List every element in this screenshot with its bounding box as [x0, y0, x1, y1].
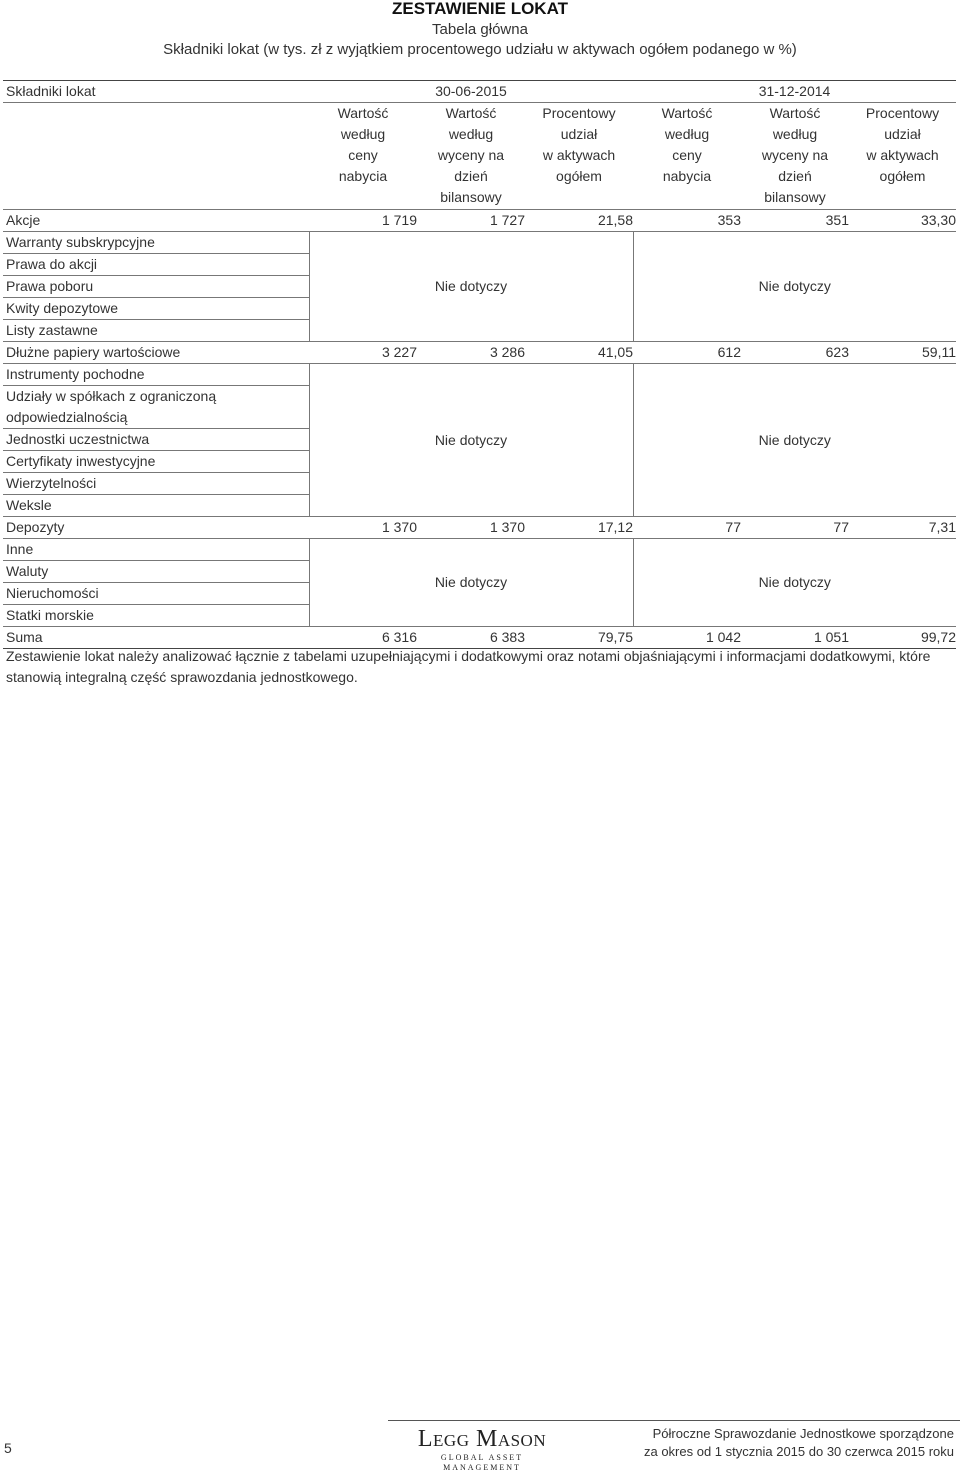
- row-label: Weksle: [3, 495, 309, 517]
- cell-value: 77: [741, 517, 849, 539]
- report-title: ZESTAWIENIE LOKAT: [392, 0, 568, 18]
- report-subtitle: Tabela główna: [432, 21, 528, 38]
- row-label: Listy zastawne: [3, 320, 309, 342]
- row-label: Instrumenty pochodne: [3, 364, 309, 386]
- row-label: Warranty subskrypcyjne: [3, 232, 309, 254]
- cell-value: 99,72: [849, 627, 956, 649]
- cell-value: 1 727: [417, 210, 525, 232]
- row-label: Kwity depozytowe: [3, 298, 309, 320]
- table-row: [3, 232, 956, 254]
- investments-table: [3, 80, 956, 649]
- cell-value: 353: [633, 210, 741, 232]
- cell-value: 7,31: [849, 517, 956, 539]
- cell-value: 1 051: [741, 627, 849, 649]
- not-applicable-cell: Nie dotyczy: [633, 364, 956, 517]
- cell-value: 59,11: [849, 342, 956, 364]
- cell-value: 79,75: [525, 627, 633, 649]
- table-row: [3, 539, 956, 561]
- footer-line-1: Półroczne Sprawozdanie Jednostkowe sporządzone: [652, 1426, 954, 1441]
- logo-wordmark: Legg Mason: [417, 1426, 547, 1452]
- footer-report-info: [644, 1425, 954, 1461]
- cell-value: 1 370: [417, 517, 525, 539]
- not-applicable-cell: Nie dotyczy: [633, 232, 956, 342]
- row-label: Jednostki uczestnictwa: [3, 429, 309, 451]
- row-label: Dłużne papiery wartościowe: [3, 342, 309, 364]
- cell-value: 623: [741, 342, 849, 364]
- row-label: Inne: [3, 539, 309, 561]
- table-row: [3, 517, 956, 539]
- not-applicable-cell: Nie dotyczy: [309, 232, 633, 342]
- cell-value: 77: [633, 517, 741, 539]
- row-label: Certyfikaty inwestycyjne: [3, 451, 309, 473]
- col-header-valuation-a: Wartość według wyceny na dzień bilansowy: [417, 103, 525, 210]
- cell-value: 1 719: [309, 210, 417, 232]
- table-row: [3, 342, 956, 364]
- col-header-share-b: Procentowy udział w aktywach ogółem: [849, 103, 956, 210]
- company-logo: [402, 1425, 562, 1473]
- table-date-header-row: [3, 81, 956, 103]
- not-applicable-cell: Nie dotyczy: [309, 539, 633, 627]
- row-label: Suma: [3, 627, 309, 649]
- report-caption: Składniki lokat (w tys. zł z wyjątkiem procentowego udziału w aktywach ogółem podanego w %): [163, 41, 797, 58]
- col-header-share-a: Procentowy udział w aktywach ogółem: [525, 103, 633, 210]
- not-applicable-cell: Nie dotyczy: [633, 539, 956, 627]
- col-header-cost-b: Wartość według ceny nabycia: [633, 103, 741, 210]
- cell-value: 21,58: [525, 210, 633, 232]
- row-label: Udziały w spółkach z ograniczoną: [6, 388, 217, 404]
- page-number: 5: [4, 1440, 12, 1456]
- row-label: Wierzytelności: [3, 473, 309, 495]
- row-label: odpowiedzialnością: [3, 407, 309, 429]
- footer-line-2: za okres od 1 stycznia 2015 do 30 czerwca 2015 roku: [643, 1444, 954, 1459]
- table-row: [3, 364, 956, 386]
- date-header-a: 30-06-2015: [309, 81, 633, 103]
- row-label: Prawa do akcji: [3, 254, 309, 276]
- footer-divider: [388, 1420, 960, 1421]
- logo-tagline: GLOBAL ASSET MANAGEMENT: [440, 1453, 524, 1472]
- row-label: Prawa poboru: [3, 276, 309, 298]
- cell-value: 3 286: [417, 342, 525, 364]
- cell-value: 1 042: [633, 627, 741, 649]
- row-label: Nieruchomości: [3, 583, 309, 605]
- cell-value: 17,12: [525, 517, 633, 539]
- table-column-header-row: [3, 103, 956, 210]
- corner-label: Składniki lokat: [3, 81, 309, 103]
- analysis-note: Zestawienie lokat należy analizować łącznie z tabelami uzupełniającymi i dodatkowymi oraz notami objaśniającymi i informacjami dodatkowymi, które stanowią integralną część sprawozdania jednostkowego.: [6, 648, 931, 685]
- cell-value: 1 370: [309, 517, 417, 539]
- cell-value: 3 227: [309, 342, 417, 364]
- date-header-b: 31-12-2014: [633, 81, 956, 103]
- row-label: Waluty: [3, 561, 309, 583]
- col-header-valuation-b: Wartość według wyceny na dzień bilansowy: [741, 103, 849, 210]
- cell-value: 6 383: [417, 627, 525, 649]
- row-label: Akcje: [3, 210, 309, 232]
- cell-value: 612: [633, 342, 741, 364]
- cell-value: 33,30: [849, 210, 956, 232]
- cell-value: 351: [741, 210, 849, 232]
- cell-value: 6 316: [309, 627, 417, 649]
- col-header-cost-a: Wartość według ceny nabycia: [309, 103, 417, 210]
- cell-value: 41,05: [525, 342, 633, 364]
- row-label: Depozyty: [3, 517, 309, 539]
- row-label: Statki morskie: [3, 605, 309, 627]
- not-applicable-cell: Nie dotyczy: [309, 364, 633, 517]
- table-row: [3, 210, 956, 232]
